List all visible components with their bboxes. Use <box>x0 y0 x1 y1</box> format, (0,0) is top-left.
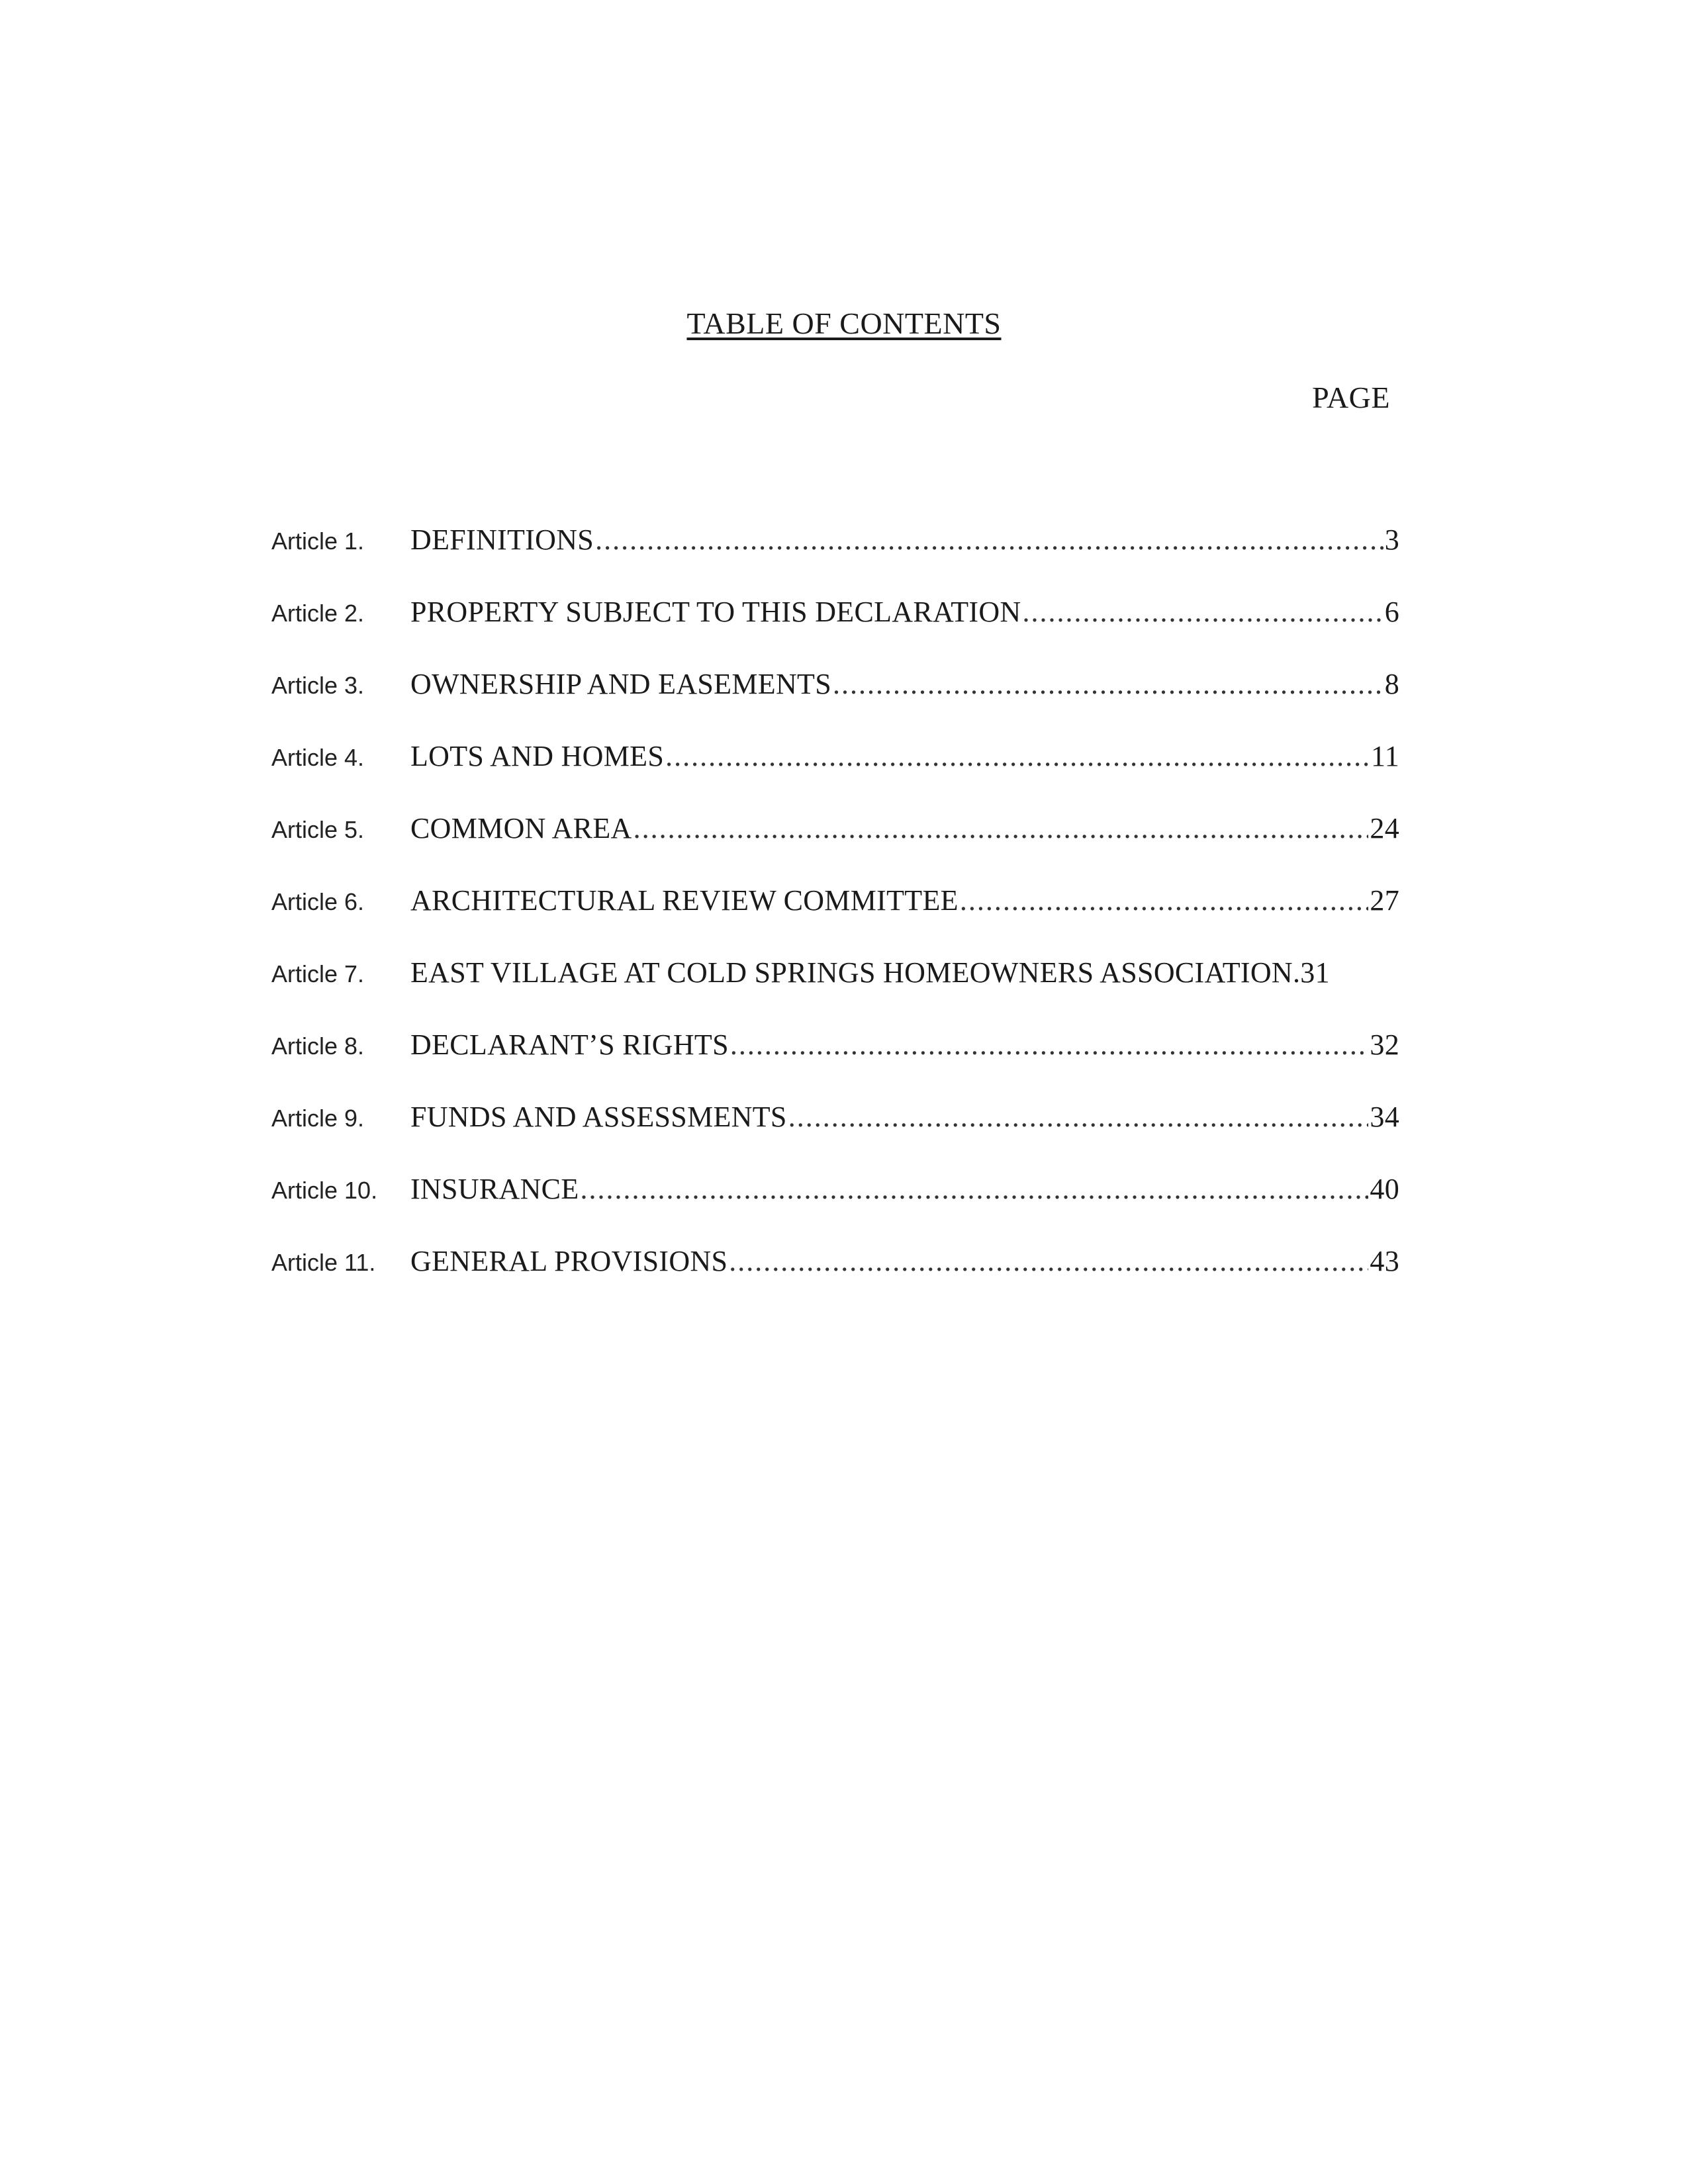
toc-entry-title: LOTS AND HOMES <box>410 740 665 772</box>
toc-entry-number: Article 11. <box>271 1249 376 1276</box>
dot-leader <box>730 1028 1369 1062</box>
toc-entry-page: 24 <box>1370 812 1399 844</box>
toc-list <box>271 523 1399 1316</box>
page-column-header: PAGE <box>1312 381 1390 414</box>
toc-entry-line <box>410 595 1399 629</box>
dot-leader <box>665 739 1370 773</box>
toc-entry-number: Article 5. <box>271 816 365 843</box>
toc-entry-line <box>410 956 1399 989</box>
toc-entry-page: 3 <box>1384 523 1399 556</box>
dot-leader <box>1023 595 1383 629</box>
toc-entry[interactable] <box>271 1172 1399 1244</box>
toc-entry-line <box>410 884 1399 917</box>
toc-entry-number: Article 3. <box>271 672 365 699</box>
toc-entry-page: 34 <box>1370 1101 1399 1133</box>
toc-entry-number: Article 9. <box>271 1105 365 1132</box>
toc-entry-title: ARCHITECTURAL REVIEW COMMITTEE <box>410 884 959 917</box>
toc-entry-title: INSURANCE <box>410 1173 579 1205</box>
toc-entry-number: Article 1. <box>271 527 365 555</box>
dot-leader <box>788 1100 1369 1134</box>
toc-entry-page: 11 <box>1371 740 1399 772</box>
toc-entry-line <box>410 667 1399 701</box>
dot-leader <box>833 667 1383 701</box>
toc-entry-line <box>410 1100 1399 1134</box>
dot-leader <box>633 811 1369 845</box>
toc-entry[interactable] <box>271 739 1399 811</box>
toc-entry[interactable] <box>271 1100 1399 1172</box>
toc-entry-page: 27 <box>1370 884 1399 917</box>
dot-leader <box>581 1172 1369 1206</box>
toc-entry-number: Article 2. <box>271 600 365 627</box>
toc-entry-title: GENERAL PROVISIONS <box>410 1245 728 1277</box>
toc-entry-title: DECLARANT’S RIGHTS <box>410 1028 729 1061</box>
page-title: TABLE OF CONTENTS <box>686 306 1002 340</box>
toc-entry-page: 43 <box>1370 1245 1399 1277</box>
toc-entry[interactable] <box>271 956 1399 1028</box>
toc-entry-title: DEFINITIONS <box>410 523 594 556</box>
toc-entry[interactable] <box>271 523 1399 595</box>
dot-leader <box>960 884 1369 917</box>
dot-leader <box>595 523 1383 557</box>
toc-entry[interactable] <box>271 667 1399 739</box>
toc-entry[interactable] <box>271 811 1399 884</box>
toc-entry-page: 8 <box>1384 668 1399 700</box>
toc-entry[interactable] <box>271 884 1399 956</box>
toc-entry-line <box>410 811 1399 845</box>
dot-leader <box>729 1244 1368 1278</box>
toc-entry-line <box>410 1172 1399 1206</box>
toc-entry-number: Article 8. <box>271 1032 365 1060</box>
toc-entry-number: Article 6. <box>271 888 365 915</box>
toc-entry-line <box>410 1244 1399 1278</box>
toc-entry-number: Article 10. <box>271 1177 378 1204</box>
toc-entry-number: Article 4. <box>271 744 365 771</box>
toc-entry-page: 31 <box>1300 956 1330 989</box>
toc-entry-title: EAST VILLAGE AT COLD SPRINGS HOMEOWNERS ASSOCIATION. <box>410 956 1301 989</box>
toc-entry-title: COMMON AREA <box>410 812 632 844</box>
toc-entry[interactable] <box>271 1028 1399 1100</box>
toc-entry-line <box>410 523 1399 557</box>
toc-entry[interactable] <box>271 595 1399 667</box>
toc-entry-number: Article 7. <box>271 960 365 987</box>
toc-entry-page: 32 <box>1370 1028 1399 1061</box>
toc-entry-title: PROPERTY SUBJECT TO THIS DECLARATION <box>410 596 1021 628</box>
toc-entry-title: FUNDS AND ASSESSMENTS <box>410 1101 787 1133</box>
toc-entry-line <box>410 739 1399 773</box>
toc-entry[interactable] <box>271 1244 1399 1316</box>
toc-entry-title: OWNERSHIP AND EASEMENTS <box>410 668 831 700</box>
toc-entry-line <box>410 1028 1399 1062</box>
toc-entry-page: 6 <box>1384 596 1399 628</box>
toc-entry-page: 40 <box>1370 1173 1399 1205</box>
